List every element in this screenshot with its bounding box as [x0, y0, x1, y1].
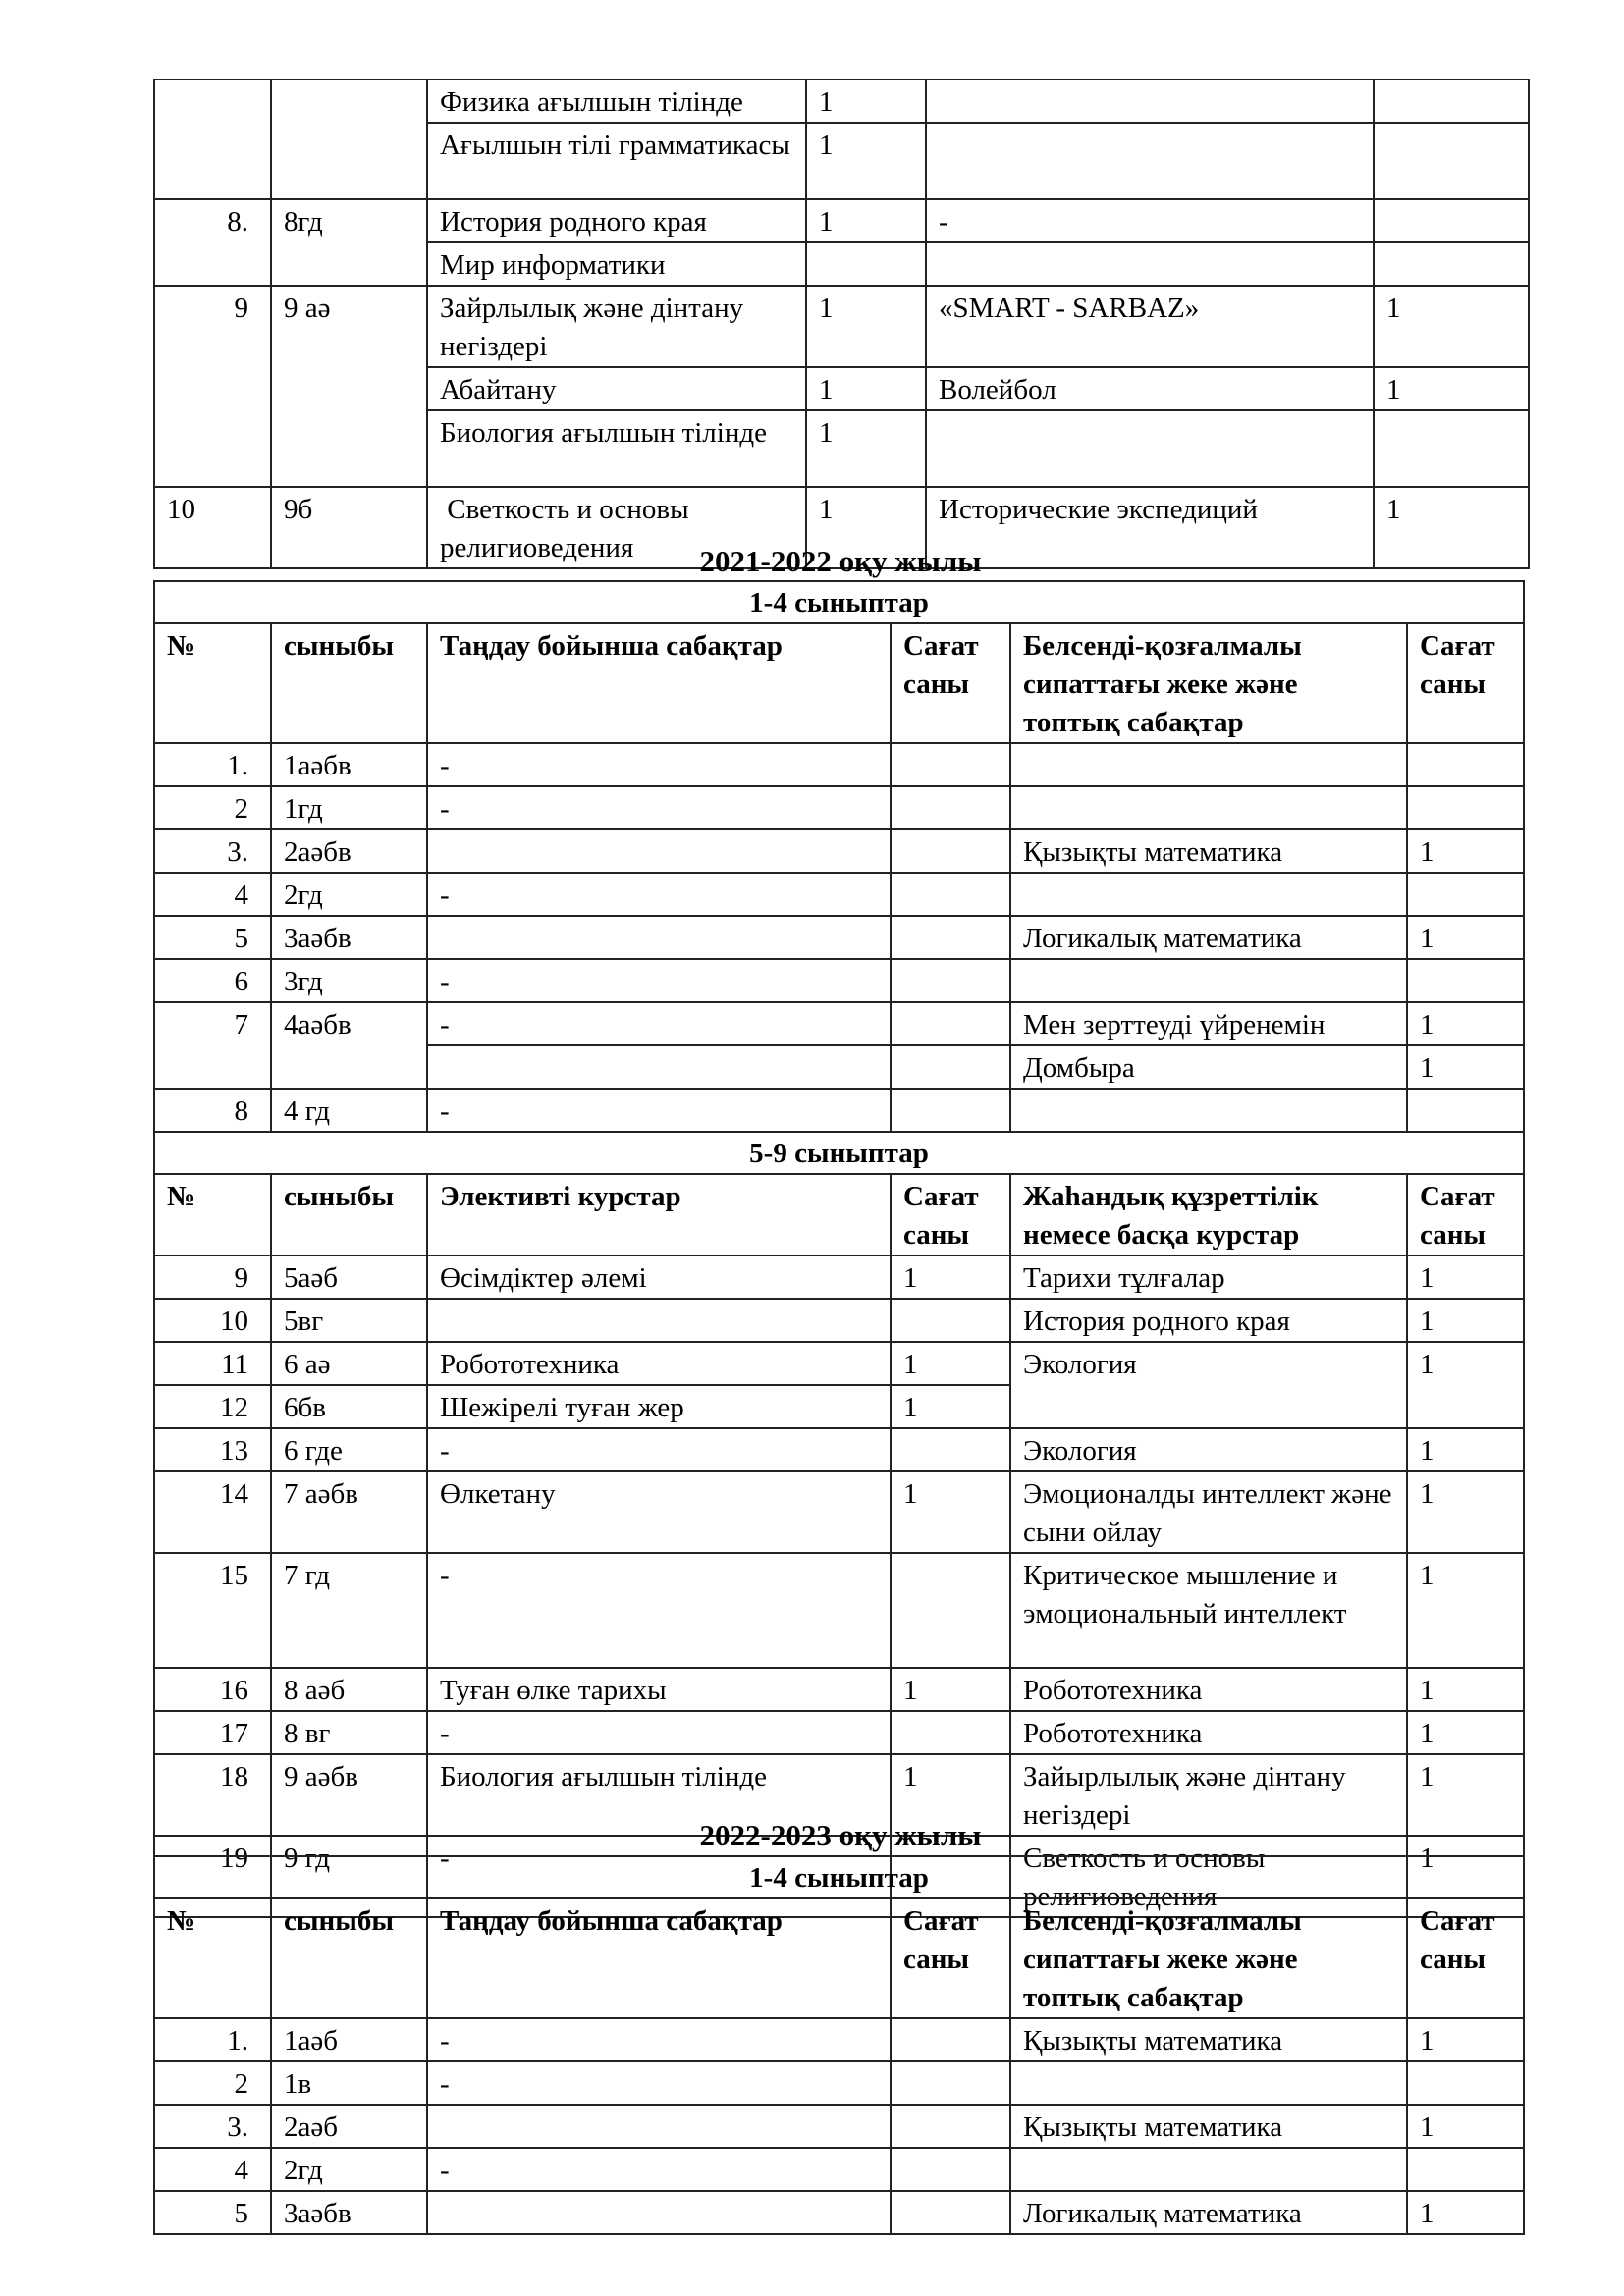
other-course: Светкость и основы религиоведения: [1010, 1836, 1407, 1917]
row-number: 19: [154, 1836, 271, 1917]
elective-course: -: [427, 2148, 891, 2191]
class-name: 9 гд: [271, 1836, 427, 1917]
class-name: 5вг: [271, 1299, 427, 1342]
group-header-row: [154, 1132, 1524, 1174]
class-name: 8гд: [271, 199, 427, 286]
class-name: 4аәбв: [271, 1002, 427, 1089]
elective-course: -: [427, 1428, 891, 1471]
elective-hours: [806, 242, 926, 286]
class-name: 8 аәб: [271, 1668, 427, 1711]
elective-hours: [891, 829, 1010, 873]
elective-course: -: [427, 1089, 891, 1132]
elective-course: [427, 2191, 891, 2234]
elective-hours: 1: [891, 1385, 1010, 1428]
other-course: [926, 410, 1374, 487]
table-row: [154, 1342, 1524, 1385]
table-2022-2023: [153, 1855, 1525, 2235]
table-row: [154, 2148, 1524, 2191]
elective-hours: 1: [891, 1668, 1010, 1711]
other-course: Робототехника: [1010, 1711, 1407, 1754]
class-name: 6бв: [271, 1385, 427, 1428]
elective-course: Физика ағылшын тілінде: [427, 80, 806, 123]
table-row: [154, 1002, 1524, 1045]
elective-course: История родного края: [427, 199, 806, 242]
row-number: 17: [154, 1711, 271, 1754]
other-hours: [1407, 743, 1524, 786]
row-number: 4: [154, 873, 271, 916]
elective-hours: 1: [891, 1255, 1010, 1299]
other-course: Логикалық математика: [1010, 2191, 1407, 2234]
other-course: [1010, 2061, 1407, 2105]
other-course: Қызықты математика: [1010, 829, 1407, 873]
table-row: [154, 829, 1524, 873]
other-course: Эмоционалды интеллект және сыни ойлау: [1010, 1471, 1407, 1553]
elective-course: Зайрлылық және дінтану негіздері: [427, 286, 806, 367]
class-name: 2аәбв: [271, 829, 427, 873]
row-number: 13: [154, 1428, 271, 1471]
elective-hours: 1: [806, 487, 926, 568]
other-hours: 1: [1407, 1553, 1524, 1668]
other-hours: [1407, 2061, 1524, 2105]
header-global-competence: Жаһандық құзреттілік немесе басқа курстар: [1010, 1174, 1407, 1255]
elective-course: -: [427, 2061, 891, 2105]
other-hours: [1374, 410, 1529, 487]
elective-course: -: [427, 786, 891, 829]
elective-course: -: [427, 873, 891, 916]
other-hours: 1: [1407, 1428, 1524, 1471]
group-title-5-9: 5-9 сыныптар: [154, 1132, 1524, 1174]
class-name: 2гд: [271, 873, 427, 916]
elective-hours: 1: [806, 410, 926, 487]
table-row: [154, 286, 1529, 367]
table-row: [154, 199, 1529, 242]
elective-course: Өсімдіктер әлемі: [427, 1255, 891, 1299]
table-row: [154, 2105, 1524, 2148]
year-heading-2022-2023: 2022-2023 оқу жылы: [699, 1818, 982, 1852]
other-course: Мен зерттеуді үйренемін: [1010, 1002, 1407, 1045]
elective-course: Өлкетану: [427, 1471, 891, 1553]
other-course: Қызықты математика: [1010, 2018, 1407, 2061]
other-hours: 1: [1407, 2018, 1524, 2061]
class-name: 2гд: [271, 2148, 427, 2191]
other-course: [926, 80, 1374, 123]
header-elective: Таңдау бойынша сабақтар: [427, 623, 891, 743]
class-name: 8 вг: [271, 1711, 427, 1754]
table-row: [154, 1471, 1524, 1553]
other-course: Экология: [1010, 1342, 1407, 1428]
year-heading-2021-2022: 2021-2022 оқу жылы: [699, 544, 982, 578]
other-hours: 1: [1407, 916, 1524, 959]
elective-hours: [891, 1428, 1010, 1471]
other-hours: 1: [1374, 367, 1529, 410]
elective-hours: [891, 1711, 1010, 1754]
other-hours: [1407, 786, 1524, 829]
elective-course: [427, 1045, 891, 1089]
elective-hours: [891, 1299, 1010, 1342]
header-activity: Белсенді-қозғалмалы сипаттағы жеке және топтық сабақтар: [1010, 1898, 1407, 2018]
header-hours: Сағат саны: [891, 1174, 1010, 1255]
other-hours: [1407, 959, 1524, 1002]
elective-hours: [891, 873, 1010, 916]
elective-hours: [891, 2061, 1010, 2105]
row-number: 2: [154, 786, 271, 829]
elective-course: -: [427, 1002, 891, 1045]
other-hours: 1: [1407, 1342, 1524, 1428]
elective-hours: [891, 1045, 1010, 1089]
elective-hours: [891, 1002, 1010, 1045]
elective-course: Ағылшын тілі грамматикасы: [427, 123, 806, 199]
row-number: 3.: [154, 2105, 271, 2148]
elective-course: Абайтану: [427, 367, 806, 410]
header-hours: Сағат саны: [891, 623, 1010, 743]
other-course: [1010, 743, 1407, 786]
elective-hours: [891, 1089, 1010, 1132]
group-header-row: [154, 581, 1524, 623]
row-number: 11: [154, 1342, 271, 1385]
class-name: 7 гд: [271, 1553, 427, 1668]
elective-course: -: [427, 2018, 891, 2061]
elective-course: -: [427, 1711, 891, 1754]
table-row: [154, 1255, 1524, 1299]
other-course: [1010, 873, 1407, 916]
row-number: 18: [154, 1754, 271, 1836]
other-course: [926, 242, 1374, 286]
header-row: [154, 1898, 1524, 2018]
table-row: [154, 1711, 1524, 1754]
other-hours: [1374, 123, 1529, 199]
header-elective: Таңдау бойынша сабақтар: [427, 1898, 891, 2018]
row-number: 15: [154, 1553, 271, 1668]
elective-course: -: [427, 1553, 891, 1668]
row-number: [154, 80, 271, 199]
class-name: 1в: [271, 2061, 427, 2105]
other-hours: [1374, 199, 1529, 242]
table-row: [154, 1089, 1524, 1132]
elective-hours: 1: [806, 199, 926, 242]
table-row: [154, 873, 1524, 916]
group-header-row: [154, 1856, 1524, 1898]
elective-hours: [891, 916, 1010, 959]
class-name: 4 гд: [271, 1089, 427, 1132]
other-hours: 1: [1407, 1299, 1524, 1342]
other-hours: 1: [1407, 1754, 1524, 1836]
elective-hours: [891, 786, 1010, 829]
elective-hours: [891, 2148, 1010, 2191]
group-title-1-4: 1-4 сыныптар: [154, 1856, 1524, 1898]
elective-course: Робототехника: [427, 1342, 891, 1385]
elective-hours: [891, 1553, 1010, 1668]
row-number: 2: [154, 2061, 271, 2105]
table-row: [154, 1299, 1524, 1342]
class-name: 3аәбв: [271, 916, 427, 959]
other-course: [1010, 2148, 1407, 2191]
row-number: 7: [154, 1002, 271, 1089]
header-hours-2: Сағат саны: [1407, 1174, 1524, 1255]
other-course: [1010, 1089, 1407, 1132]
other-course: Робототехника: [1010, 1668, 1407, 1711]
elective-course: Биология ағылшын тілінде: [427, 1754, 891, 1836]
table-2021-2022: [153, 580, 1525, 1918]
row-number: 9: [154, 286, 271, 487]
row-number: 12: [154, 1385, 271, 1428]
row-number: 4: [154, 2148, 271, 2191]
other-hours: 1: [1407, 2105, 1524, 2148]
class-name: 1аәб: [271, 2018, 427, 2061]
class-name: 3гд: [271, 959, 427, 1002]
elective-course: -: [427, 743, 891, 786]
header-number: №: [154, 1174, 271, 1255]
row-number: 1.: [154, 743, 271, 786]
elective-hours: 1: [806, 367, 926, 410]
class-name: 3аәбв: [271, 2191, 427, 2234]
header-hours: Сағат саны: [891, 1898, 1010, 2018]
table-row: [154, 959, 1524, 1002]
elective-hours: [891, 2191, 1010, 2234]
class-name: [271, 80, 427, 199]
other-course: Зайырлылық және дінтану негіздері: [1010, 1754, 1407, 1836]
class-name: 9б: [271, 487, 427, 568]
header-class: сыныбы: [271, 623, 427, 743]
other-hours: 1: [1407, 1668, 1524, 1711]
other-course: Волейбол: [926, 367, 1374, 410]
other-hours: 1: [1407, 1711, 1524, 1754]
other-hours: 1: [1407, 1002, 1524, 1045]
table-row: [154, 2191, 1524, 2234]
elective-course: Светкость и основы религиоведения: [427, 487, 806, 568]
class-name: 9 аәбв: [271, 1754, 427, 1836]
header-row: [154, 623, 1524, 743]
other-hours: 1: [1407, 829, 1524, 873]
other-course: Исторические экспедиций: [926, 487, 1374, 568]
other-hours: 1: [1407, 2191, 1524, 2234]
class-name: 5аәб: [271, 1255, 427, 1299]
header-class: сыныбы: [271, 1174, 427, 1255]
header-row: [154, 1174, 1524, 1255]
header-activity: Белсенді-қозғалмалы сипаттағы жеке және топтық сабақтар: [1010, 623, 1407, 743]
elective-course: -: [427, 1836, 891, 1917]
group-title-1-4: 1-4 сыныптар: [154, 581, 1524, 623]
other-hours: [1374, 242, 1529, 286]
row-number: 10: [154, 487, 271, 568]
other-course: История родного края: [1010, 1299, 1407, 1342]
elective-course: Туған өлке тарихы: [427, 1668, 891, 1711]
other-course: Домбыра: [1010, 1045, 1407, 1089]
row-number: 6: [154, 959, 271, 1002]
elective-hours: 1: [806, 80, 926, 123]
class-name: 1гд: [271, 786, 427, 829]
header-class: сыныбы: [271, 1898, 427, 2018]
table-row: [154, 2061, 1524, 2105]
elective-hours: 1: [891, 1342, 1010, 1385]
row-number: 3.: [154, 829, 271, 873]
other-hours: 1: [1407, 1045, 1524, 1089]
elective-hours: 1: [806, 286, 926, 367]
row-number: 9: [154, 1255, 271, 1299]
header-hours-2: Сағат саны: [1407, 623, 1524, 743]
elective-course: [427, 829, 891, 873]
other-course: Экология: [1010, 1428, 1407, 1471]
other-hours: [1407, 1089, 1524, 1132]
elective-course: [427, 916, 891, 959]
elective-course: Шежірелі туған жер: [427, 1385, 891, 1428]
other-hours: 1: [1407, 1471, 1524, 1553]
class-name: 2аәб: [271, 2105, 427, 2148]
other-hours: [1407, 2148, 1524, 2191]
row-number: 10: [154, 1299, 271, 1342]
other-course: Қызықты математика: [1010, 2105, 1407, 2148]
elective-hours: 1: [891, 1754, 1010, 1836]
class-name: 6 где: [271, 1428, 427, 1471]
row-number: 1.: [154, 2018, 271, 2061]
other-hours: 1: [1407, 1255, 1524, 1299]
class-name: 9 аә: [271, 286, 427, 487]
class-name: 7 аәбв: [271, 1471, 427, 1553]
elective-hours: 1: [891, 1471, 1010, 1553]
table-row: [154, 916, 1524, 959]
other-hours: [1374, 80, 1529, 123]
other-course: [1010, 786, 1407, 829]
other-course: Критическое мышление и эмоциональный интеллект: [1010, 1553, 1407, 1668]
header-number: №: [154, 623, 271, 743]
elective-course: [427, 1299, 891, 1342]
table-previous-year-continued: [153, 79, 1530, 569]
table-row: [154, 1553, 1524, 1668]
other-course: Логикалық математика: [1010, 916, 1407, 959]
table-row: [154, 1668, 1524, 1711]
table-row: [154, 80, 1529, 123]
class-name: 1аәбв: [271, 743, 427, 786]
other-course: [926, 123, 1374, 199]
table-row: [154, 1428, 1524, 1471]
elective-course: -: [427, 959, 891, 1002]
other-course: «SMART - SARBAZ»: [926, 286, 1374, 367]
elective-hours: [891, 959, 1010, 1002]
table-row: [154, 743, 1524, 786]
other-hours: 1: [1374, 286, 1529, 367]
elective-hours: [891, 743, 1010, 786]
other-hours: 1: [1374, 487, 1529, 568]
row-number: 5: [154, 916, 271, 959]
other-hours: 1: [1407, 1836, 1524, 1917]
row-number: 14: [154, 1471, 271, 1553]
header-hours-2: Сағат саны: [1407, 1898, 1524, 2018]
elective-course: Мир информатики: [427, 242, 806, 286]
elective-hours: 1: [806, 123, 926, 199]
other-course: -: [926, 199, 1374, 242]
elective-hours: [891, 2105, 1010, 2148]
row-number: 5: [154, 2191, 271, 2234]
row-number: 16: [154, 1668, 271, 1711]
elective-course: Биология ағылшын тілінде: [427, 410, 806, 487]
other-course: [1010, 959, 1407, 1002]
row-number: 8: [154, 1089, 271, 1132]
class-name: 6 аә: [271, 1342, 427, 1385]
elective-hours: [891, 2018, 1010, 2061]
header-number: №: [154, 1898, 271, 2018]
other-course: Тарихи тұлғалар: [1010, 1255, 1407, 1299]
header-elective: Элективті курстар: [427, 1174, 891, 1255]
elective-course: [427, 2105, 891, 2148]
row-number: 8.: [154, 199, 271, 286]
table-row: [154, 2018, 1524, 2061]
other-hours: [1407, 873, 1524, 916]
table-row: [154, 786, 1524, 829]
